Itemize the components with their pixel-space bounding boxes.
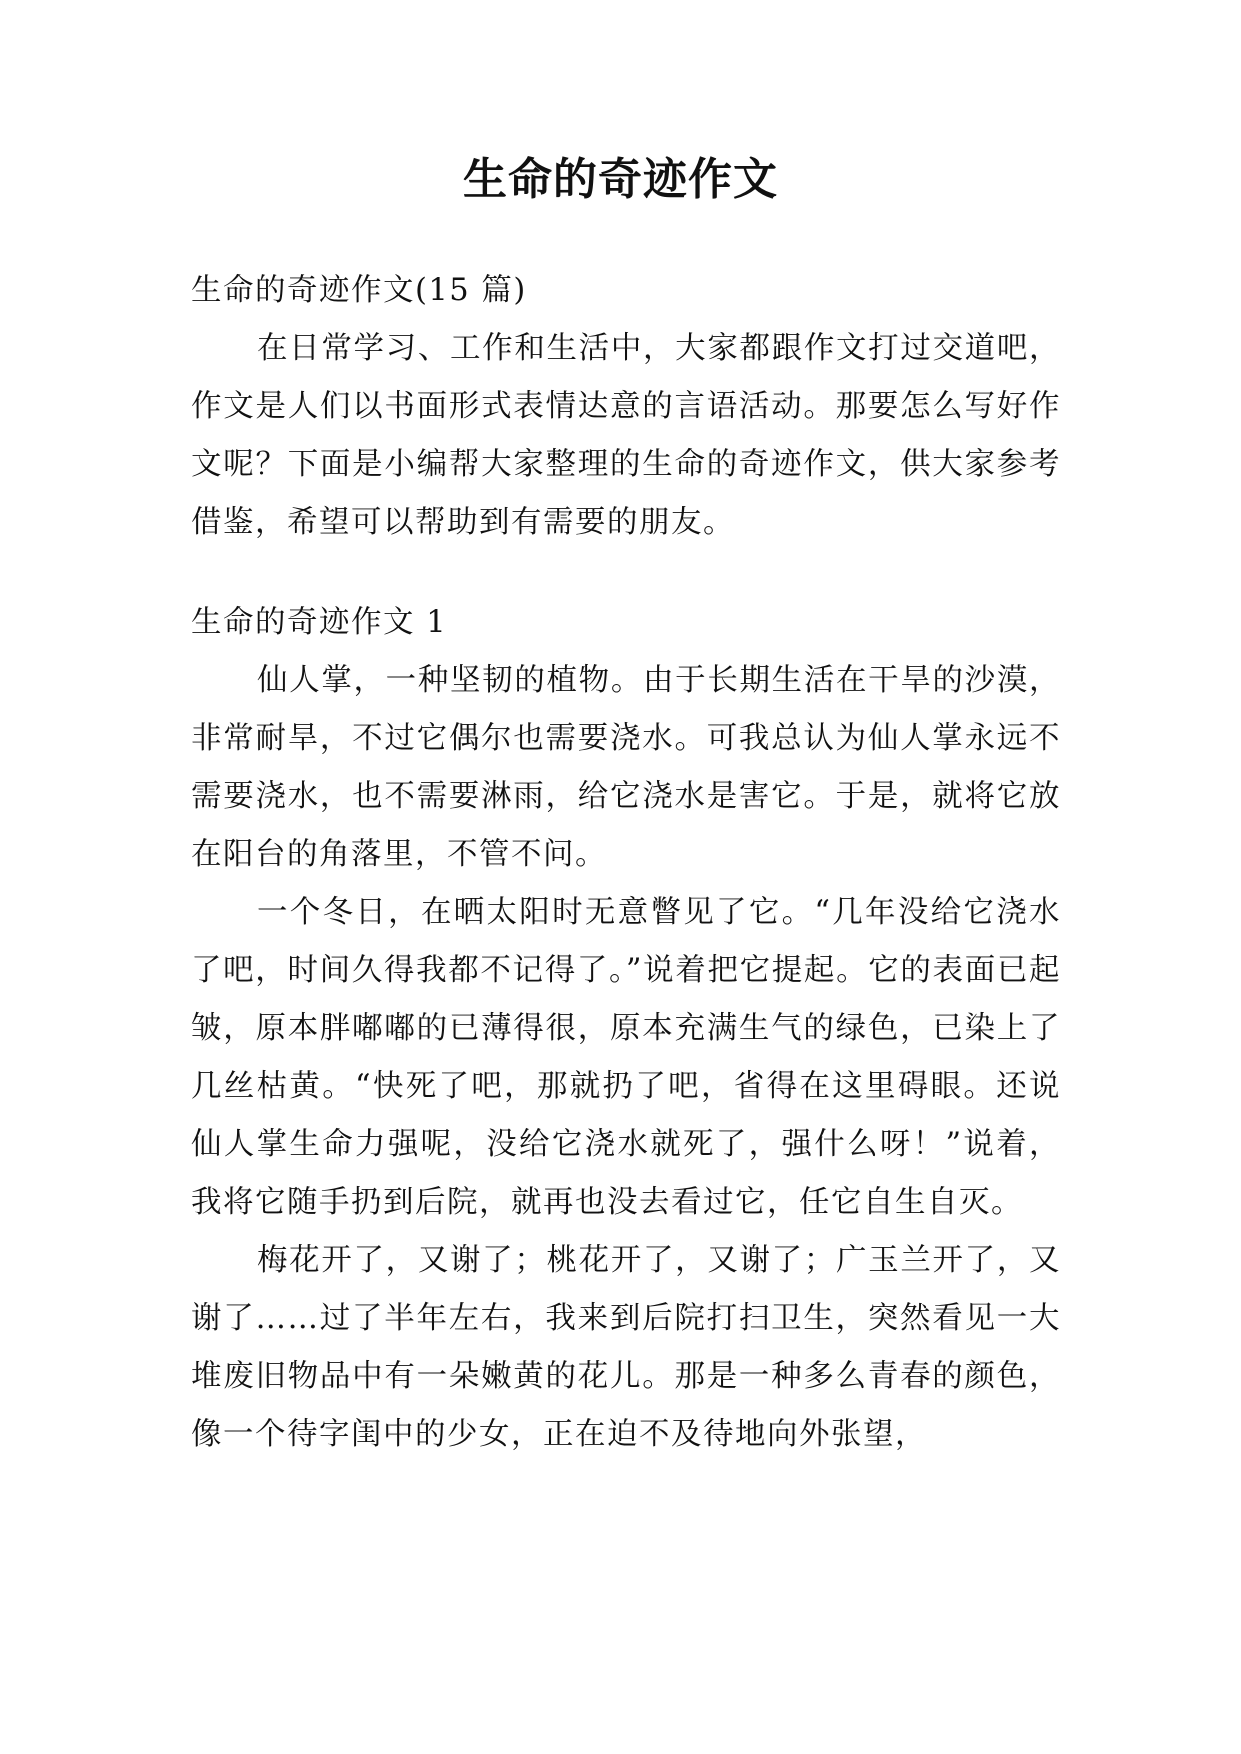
- body-paragraph-1: 仙人掌，一种坚韧的植物。由于长期生活在干旱的沙漠，非常耐旱，不过它偶尔也需要浇水。可我总认为仙人掌永远不需要浇水，也不需要淋雨，给它浇水是害它。于是，就将它放在阳台的角落里，不管不问。: [191, 663, 1061, 872]
- document-body: [191, 262, 1061, 1464]
- document-title: 生命的奇迹作文: [463, 154, 778, 205]
- body-paragraph-3: 梅花开了，又谢了；桃花开了，又谢了；广玉兰开了，又谢了……过了半年左右，我来到后院打扫卫生，突然看见一大堆废旧物品中有一朵嫩黄的花儿。那是一种多么青春的颜色，像一个待字闺中的少女，正在迫不及待地向外张望，: [191, 1243, 1061, 1452]
- document-subtitle: 生命的奇迹作文(15 篇): [191, 273, 527, 308]
- body-paragraph-2: 一个冬日，在晒太阳时无意瞥见了它。“几年没给它浇水了吧，时间久得我都不记得了。”说着把它提起。它的表面已起皱，原本胖嘟嘟的已薄得很，原本充满生气的绿色，已染上了几丝枯黄。“快死了吧，那就扔了吧，省得在这里碍眼。还说仙人掌生命力强呢，没给它浇水就死了，强什么呀！”说着，我将它随手扔到后院，就再也没去看过它，任它自生自灭。: [191, 895, 1061, 1220]
- intro-paragraph: 在日常学习、工作和生活中，大家都跟作文打过交道吧，作文是人们以书面形式表情达意的言语活动。那要怎么写好作文呢？下面是小编帮大家整理的生命的奇迹作文，供大家参考借鉴，希望可以帮助到有需要的朋友。: [191, 331, 1061, 540]
- section-heading: 生命的奇迹作文 1: [191, 605, 448, 640]
